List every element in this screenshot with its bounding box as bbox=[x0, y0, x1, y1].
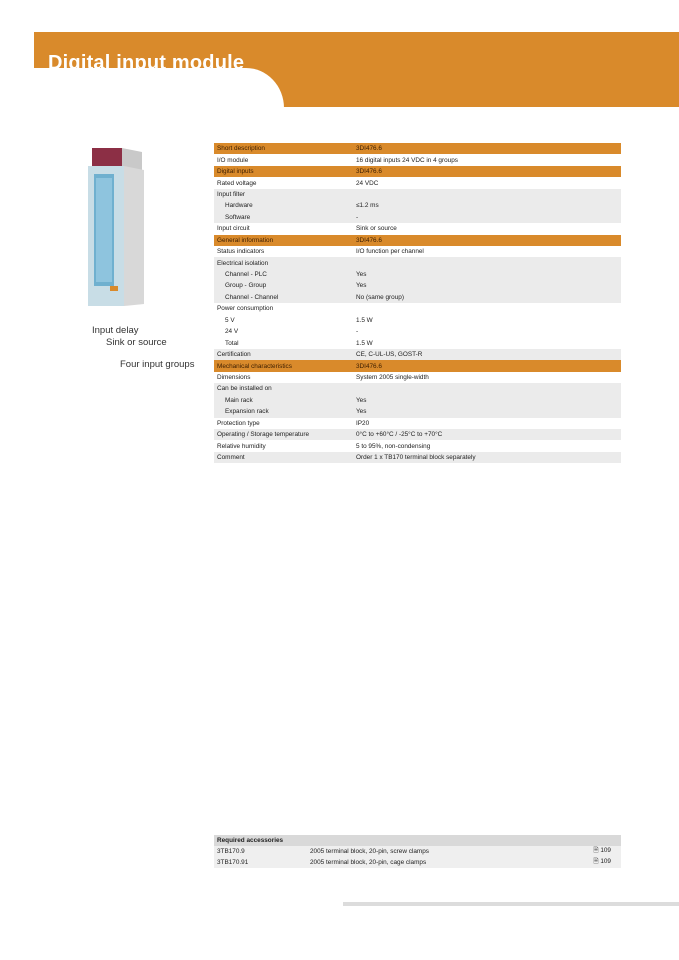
accessory-page-ref bbox=[558, 846, 621, 857]
module-top-cover bbox=[92, 148, 122, 166]
table-row bbox=[214, 200, 621, 211]
spec-label: Certification bbox=[214, 349, 353, 360]
spec-value bbox=[353, 189, 621, 200]
spec-value: 3DI476.6 bbox=[353, 235, 621, 246]
spec-value: ≤1.2 ms bbox=[353, 200, 621, 211]
table-row bbox=[214, 406, 621, 417]
spec-label: Digital inputs bbox=[214, 166, 353, 177]
table-row bbox=[214, 452, 621, 463]
accessories-header bbox=[214, 835, 621, 846]
feature-item: Input delay bbox=[92, 325, 139, 336]
accessory-description: 2005 terminal block, 20-pin, screw clamps bbox=[307, 846, 558, 857]
spec-label: Short description bbox=[214, 143, 353, 154]
spec-label: General information bbox=[214, 235, 353, 246]
spec-value: CE, C-UL-US, GOST-R bbox=[353, 349, 621, 360]
table-row bbox=[214, 395, 621, 406]
accessories-title: Required accessories bbox=[214, 835, 621, 846]
accessory-page-ref bbox=[558, 857, 621, 868]
section-header-row bbox=[214, 166, 621, 177]
spec-value: 16 digital inputs 24 VDC in 4 groups bbox=[353, 154, 621, 165]
spec-label: Power consumption bbox=[214, 303, 353, 314]
feature-list bbox=[92, 325, 207, 371]
table-row bbox=[214, 246, 621, 257]
accessory-page: 109 bbox=[600, 858, 611, 865]
section-header-row bbox=[214, 360, 621, 371]
section-header-row bbox=[214, 143, 621, 154]
spec-label: Protection type bbox=[214, 418, 353, 429]
section-header-row bbox=[214, 235, 621, 246]
page-reference-icon: 🗎 bbox=[593, 858, 601, 865]
feature-item: Four input groups bbox=[120, 359, 195, 370]
spec-value: IP20 bbox=[353, 418, 621, 429]
spec-value: 3DI476.6 bbox=[353, 360, 621, 371]
spec-value: 0°C to +60°C / -25°C to +70°C bbox=[353, 429, 621, 440]
table-row bbox=[214, 418, 621, 429]
spec-value bbox=[353, 257, 621, 268]
table-row bbox=[214, 292, 621, 303]
spec-value: Yes bbox=[353, 280, 621, 291]
accessory-code: 3TB170.9 bbox=[214, 846, 307, 857]
spec-value: 3DI476.6 bbox=[353, 166, 621, 177]
accessory-page: 109 bbox=[600, 847, 611, 854]
table-row bbox=[214, 383, 621, 394]
spec-label: I/O module bbox=[214, 154, 353, 165]
table-row bbox=[214, 212, 621, 223]
specifications-table bbox=[214, 143, 621, 463]
table-row bbox=[214, 257, 621, 268]
page-reference-icon: 🗎 bbox=[593, 847, 601, 854]
spec-label: Hardware bbox=[214, 200, 353, 211]
spec-label: Dimensions bbox=[214, 372, 353, 383]
spec-value bbox=[353, 303, 621, 314]
spec-label: Operating / Storage temperature bbox=[214, 429, 353, 440]
table-row bbox=[214, 177, 621, 188]
spec-label: Mechanical characteristics bbox=[214, 360, 353, 371]
spec-value: 1.5 W bbox=[353, 337, 621, 348]
table-row bbox=[214, 440, 621, 451]
spec-value: Yes bbox=[353, 269, 621, 280]
spec-label: Software bbox=[214, 212, 353, 223]
spec-value: System 2005 single-width bbox=[353, 372, 621, 383]
table-row bbox=[214, 269, 621, 280]
footer-rule bbox=[343, 902, 679, 906]
table-row bbox=[214, 349, 621, 360]
spec-label: Rated voltage bbox=[214, 177, 353, 188]
spec-label: Status indicators bbox=[214, 246, 353, 257]
spec-value: - bbox=[353, 212, 621, 223]
spec-value: Yes bbox=[353, 406, 621, 417]
table-row bbox=[214, 154, 621, 165]
spec-label: 5 V bbox=[214, 315, 353, 326]
spec-label: Main rack bbox=[214, 395, 353, 406]
spec-label: Total bbox=[214, 337, 353, 348]
spec-label: Input circuit bbox=[214, 223, 353, 234]
table-row bbox=[214, 303, 621, 314]
spec-value: No (same group) bbox=[353, 292, 621, 303]
spec-value: Order 1 x TB170 terminal block separately bbox=[353, 452, 621, 463]
spec-value bbox=[353, 383, 621, 394]
spec-label: Channel - Channel bbox=[214, 292, 353, 303]
page-title: Digital input module bbox=[48, 52, 245, 74]
spec-value: 1.5 W bbox=[353, 315, 621, 326]
table-row bbox=[214, 857, 621, 868]
table-row bbox=[214, 846, 621, 857]
spec-label: Group - Group bbox=[214, 280, 353, 291]
spec-label: Can be installed on bbox=[214, 383, 353, 394]
table-row bbox=[214, 372, 621, 383]
table-row bbox=[214, 326, 621, 337]
spec-value: - bbox=[353, 326, 621, 337]
spec-label: Relative humidity bbox=[214, 440, 353, 451]
feature-item: Sink or source bbox=[106, 337, 167, 348]
table-row bbox=[214, 189, 621, 200]
table-row bbox=[214, 337, 621, 348]
spec-label: 24 V bbox=[214, 326, 353, 337]
table-row bbox=[214, 315, 621, 326]
table-row bbox=[214, 223, 621, 234]
accessory-description: 2005 terminal block, 20-pin, cage clamps bbox=[307, 857, 558, 868]
spec-label: Channel - PLC bbox=[214, 269, 353, 280]
table-row bbox=[214, 429, 621, 440]
spec-value: I/O function per channel bbox=[353, 246, 621, 257]
spec-value: Yes bbox=[353, 395, 621, 406]
spec-value: 5 to 95%, non-condensing bbox=[353, 440, 621, 451]
accessories-table bbox=[214, 835, 621, 868]
io-module-image bbox=[88, 148, 146, 308]
spec-value: 24 VDC bbox=[353, 177, 621, 188]
spec-value: Sink or source bbox=[353, 223, 621, 234]
spec-label: Expansion rack bbox=[214, 406, 353, 417]
table-row bbox=[214, 280, 621, 291]
spec-label: Input filter bbox=[214, 189, 353, 200]
spec-label: Electrical isolation bbox=[214, 257, 353, 268]
accessory-code: 3TB170.91 bbox=[214, 857, 307, 868]
spec-label: Comment bbox=[214, 452, 353, 463]
spec-value: 3DI476.6 bbox=[353, 143, 621, 154]
